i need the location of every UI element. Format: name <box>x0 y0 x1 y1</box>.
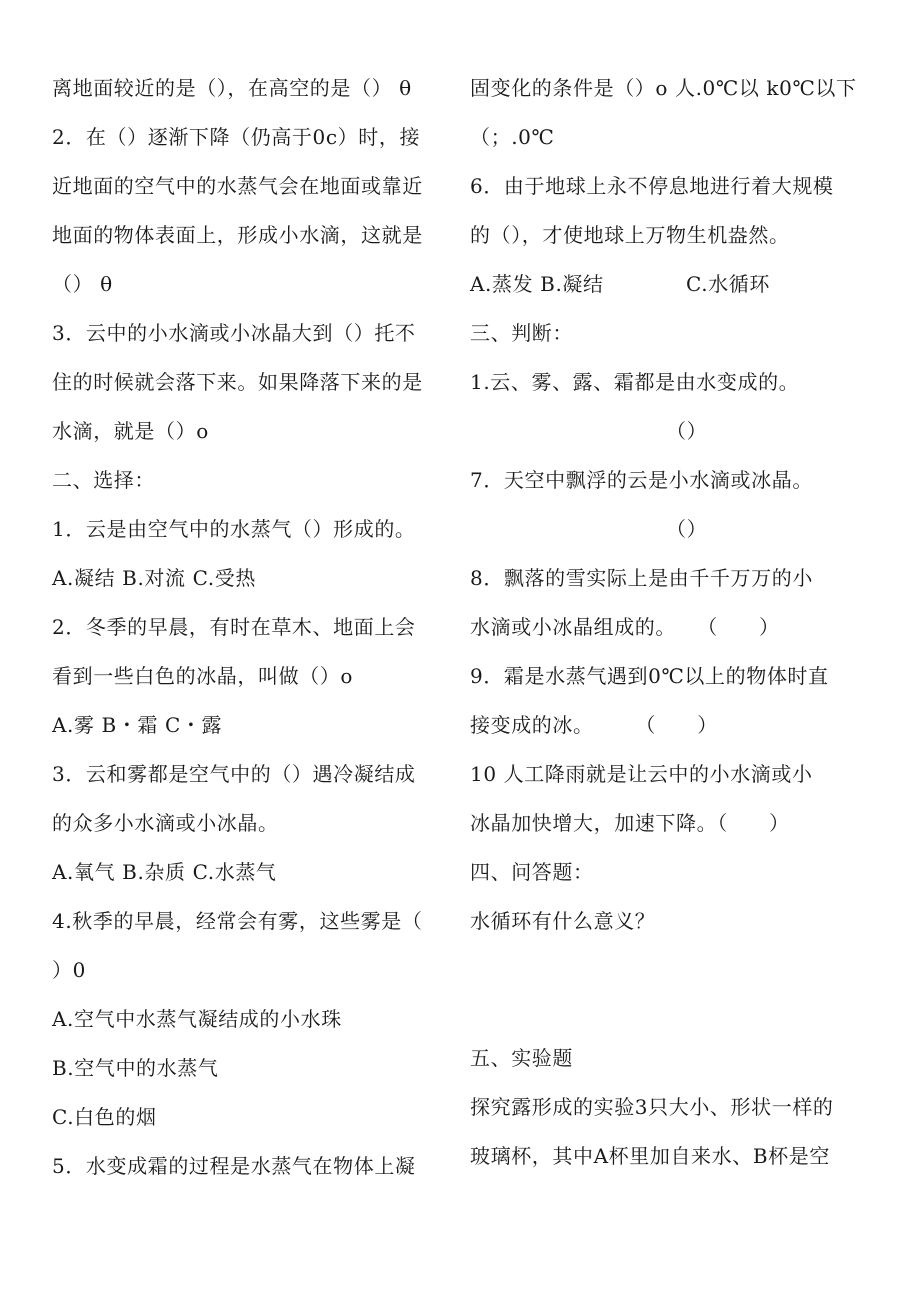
text-line: 的众多小水滴或小冰晶。 <box>52 811 279 835</box>
text-line: 三、判断： <box>470 321 573 345</box>
text-line: 四、问答题： <box>470 860 594 884</box>
text-line: 固变化的条件是（）o 人.0℃以 k0℃以下 <box>470 76 857 100</box>
text-line: 3．云和雾都是空气中的（）遇冷凝结成 <box>52 762 416 786</box>
text-line: 8．飘落的雪实际上是由千千万万的小 <box>470 566 813 590</box>
text-line: 5．水变成霜的过程是水蒸气在物体上凝 <box>52 1154 416 1178</box>
right-column <box>470 64 880 1181</box>
right-column-part-b <box>470 1034 880 1181</box>
text-line: 的（），才使地球上万物生机盎然。 <box>470 223 790 247</box>
text-line: A.凝结 B.对流 C.受热 <box>52 566 256 590</box>
text-line: 4.秋季的早晨，经常会有雾，这些雾是（ <box>52 909 423 933</box>
answer-space <box>470 946 880 1034</box>
text-line: 玻璃杯，其中A杯里加自来水、B杯是空 <box>470 1144 830 1168</box>
text-line: 地面的物体表面上，形成小水滴，这就是 <box>52 223 423 247</box>
text-line: 水滴或小冰晶组成的。 （ ） <box>470 615 780 639</box>
text-line: 住的时候就会落下来。如果降落下来的是 <box>52 370 423 394</box>
text-line: 看到一些白色的冰晶，叫做（）o <box>52 664 354 688</box>
text-line: （） <box>470 419 708 443</box>
text-line: （；.0℃ <box>470 125 555 149</box>
text-line: 2．在（）逐渐下降（仍高于0c）时，接 <box>52 125 421 149</box>
text-line: 离地面较近的是（），在高空的是（） θ <box>52 76 412 100</box>
text-line: （） θ <box>52 272 113 296</box>
text-line: 3．云中的小水滴或小冰晶大到（）托不 <box>52 321 416 345</box>
text-line: 水循环有什么意义？ <box>470 909 656 933</box>
text-line: A.空气中水蒸气凝结成的小水珠 <box>52 1007 342 1031</box>
text-line: 冰晶加快增大，加速下降。（ ） <box>470 811 790 835</box>
text-line: 9．霜是水蒸气遇到0℃以上的物体时直 <box>470 664 829 688</box>
text-line: 1．云是由空气中的水蒸气（）形成的。 <box>52 517 416 541</box>
text-line: 探究露形成的实验3只大小、形状一样的 <box>470 1095 834 1119</box>
text-line: （） <box>470 517 708 541</box>
text-line: 1.云、雾、露、霜都是由水变成的。 <box>470 370 800 394</box>
text-line: A.蒸发 B.凝结 C.水循环 <box>470 272 770 296</box>
text-line: B.空气中的水蒸气 <box>52 1056 219 1080</box>
right-column-part-a <box>470 64 880 946</box>
text-line: 接变成的冰。 （ ） <box>470 713 718 737</box>
text-line: 近地面的空气中的水蒸气会在地面或靠近 <box>52 174 423 198</box>
text-line: C.白色的烟 <box>52 1105 157 1129</box>
text-line: 7．天空中飘浮的云是小水滴或冰晶。 <box>470 468 813 492</box>
left-column <box>52 64 452 1191</box>
text-line: 水滴，就是（）o <box>52 419 209 443</box>
text-line: 二、选择： <box>52 468 155 492</box>
text-line: 2．冬季的早晨，有时在草木、地面上会 <box>52 615 416 639</box>
text-line: 10 人工降雨就是让云中的小水滴或小 <box>470 762 813 786</box>
text-line: 五、实验题 <box>470 1046 573 1070</box>
text-line: 6．由于地球上永不停息地进行着大规模 <box>470 174 834 198</box>
text-line: A.雾 B・霜 C・露 <box>52 713 223 737</box>
text-line: ）0 <box>52 958 86 982</box>
text-line: A.氧气 B.杂质 C.水蒸气 <box>52 860 277 884</box>
